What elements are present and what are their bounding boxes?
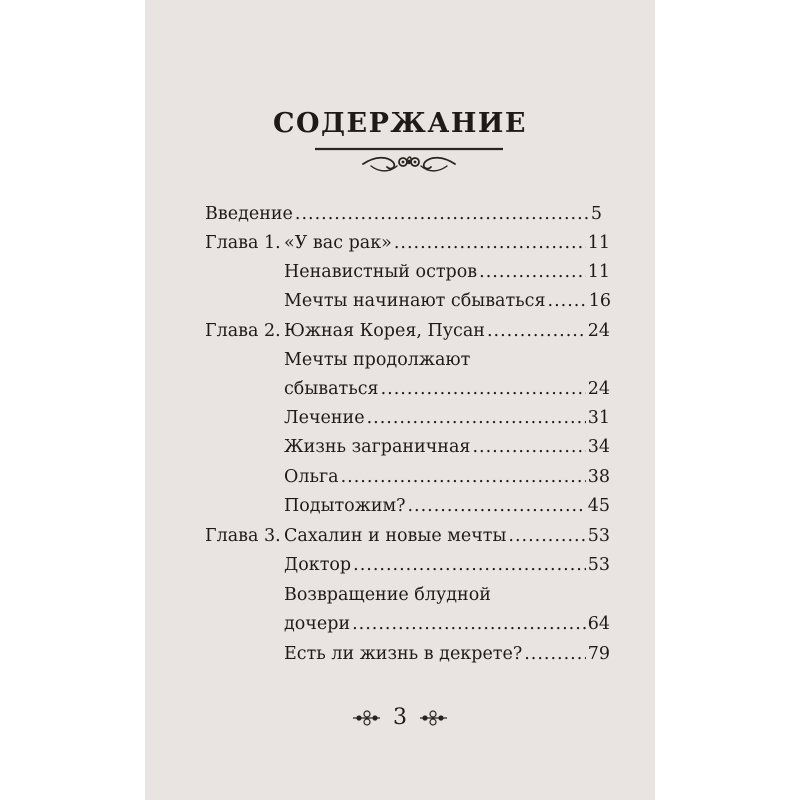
toc-entry-title: Лечение [284, 408, 365, 428]
toc-entry-page: 79 [587, 644, 610, 664]
toc-leader-dots [295, 199, 589, 229]
left-fleuron-icon [353, 710, 381, 726]
toc-leader-dots [352, 609, 586, 639]
toc-entry-page: 34 [587, 437, 610, 457]
page-footer [145, 700, 655, 736]
toc-entry-continued[interactable] [284, 345, 610, 375]
toc-entry[interactable] [284, 257, 610, 287]
table-of-contents [145, 0, 655, 800]
toc-leader-dots [487, 316, 586, 346]
toc-leader-dots [472, 432, 585, 462]
toc-entry-title: дочери [284, 614, 351, 634]
toc-leader-dots [381, 374, 586, 404]
toc-entry-title: Возвращение блудной [284, 585, 491, 605]
toc-entry[interactable] [205, 521, 610, 551]
toc-leader-dots [508, 521, 585, 551]
toc-entry[interactable] [284, 462, 610, 492]
toc-entry[interactable] [284, 374, 610, 404]
toc-entry[interactable] [284, 403, 610, 433]
toc-entry-title: Подытожим? [284, 496, 406, 516]
toc-entry[interactable] [205, 228, 610, 258]
toc-leader-dots [353, 550, 586, 580]
toc-entry-page: 53 [587, 526, 610, 546]
toc-entry-title: Мечты продолжают [284, 350, 471, 370]
toc-entry-page: 45 [587, 496, 610, 516]
toc-leader-dots [367, 403, 586, 433]
toc-entry-title: Мечты начинают сбываться [284, 291, 546, 311]
book-page [145, 0, 655, 800]
toc-leader-dots [341, 462, 586, 492]
toc-entry-title: Доктор [284, 555, 352, 575]
toc-entry[interactable] [205, 316, 610, 346]
toc-leader-dots [548, 286, 587, 316]
toc-entry-page: 24 [587, 321, 610, 341]
toc-entry-page: 38 [587, 467, 610, 487]
page-title: СОДЕРЖАНИЕ [273, 108, 527, 139]
toc-entry-title: Сахалин и новые мечты [284, 526, 507, 546]
toc-entry-page: 31 [587, 408, 610, 428]
toc-leader-dots [394, 228, 586, 258]
toc-entry[interactable] [284, 550, 610, 580]
toc-entry-title: Ненавистный остров [284, 262, 478, 282]
toc-entry-page: 64 [587, 614, 610, 634]
toc-entry[interactable] [284, 286, 611, 316]
toc-entry-title: сбываться [284, 379, 379, 399]
toc-entry[interactable] [284, 639, 610, 669]
toc-entry-title: Есть ли жизнь в декрете? [284, 644, 523, 664]
toc-entry[interactable] [284, 491, 610, 521]
toc-entry-page: 24 [587, 379, 610, 399]
page-number: 3 [393, 705, 407, 730]
toc-entry-page: 5 [590, 204, 602, 224]
toc-entry-title: Южная Корея, Пусан [284, 321, 485, 341]
toc-leader-dots [479, 257, 586, 287]
toc-entry-page: 16 [588, 291, 611, 311]
toc-entry-title: Ольга [284, 467, 339, 487]
toc-entry-title: «У вас рак» [284, 233, 392, 253]
toc-entry-title: Введение [205, 204, 293, 224]
toc-entry-page: 11 [587, 262, 610, 282]
toc-chapter-label: Глава 3. [205, 526, 281, 546]
toc-entry-page: 11 [587, 233, 610, 253]
toc-entry[interactable] [284, 609, 610, 639]
toc-leader-dots [524, 639, 586, 669]
toc-entry-page: 53 [587, 555, 610, 575]
right-fleuron-icon [419, 710, 447, 726]
toc-entry[interactable] [205, 199, 602, 229]
toc-chapter-label: Глава 2. [205, 321, 281, 341]
toc-leader-dots [407, 491, 585, 521]
toc-chapter-label: Глава 1. [205, 233, 281, 253]
toc-entry-continued[interactable] [284, 580, 610, 610]
toc-entry-title: Жизнь заграничная [284, 437, 471, 457]
toc-entry[interactable] [284, 432, 610, 462]
